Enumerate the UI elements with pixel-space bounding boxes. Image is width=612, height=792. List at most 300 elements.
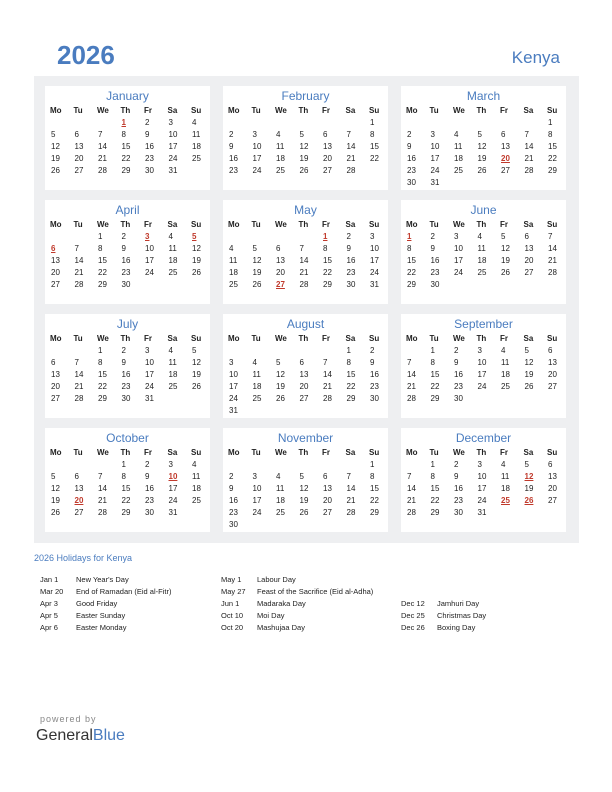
- day-cell: 19: [524, 484, 534, 493]
- day-cell: 29: [548, 166, 557, 175]
- day-cell: 7: [407, 358, 412, 367]
- month-march: [401, 86, 566, 190]
- day-cell: 8: [370, 130, 375, 139]
- day-cell: 12: [252, 256, 262, 265]
- day-cell: 2: [145, 460, 150, 469]
- day-cell: 20: [524, 256, 534, 265]
- day-cell: 7: [74, 358, 79, 367]
- day-grid: [402, 219, 566, 291]
- weekday-header: We: [97, 448, 109, 457]
- day-grid: [224, 447, 388, 531]
- day-cell: 3: [477, 346, 482, 355]
- holiday-entry: [221, 622, 373, 634]
- month-name: October: [106, 431, 149, 445]
- day-cell: 31: [168, 166, 178, 175]
- day-cell: 18: [168, 256, 178, 265]
- day-cell: 23: [229, 508, 238, 517]
- day-cell: 2: [407, 130, 412, 139]
- day-cell: 2: [370, 346, 375, 355]
- day-cell: 6: [548, 460, 553, 469]
- day-cell: 15: [548, 142, 557, 151]
- weekday-header: Mo: [228, 448, 240, 457]
- day-cell: 15: [430, 370, 440, 379]
- day-cell: 5: [524, 460, 529, 469]
- day-cell: 17: [252, 496, 262, 505]
- empty-cell: [295, 459, 319, 471]
- empty-cell: [46, 231, 70, 243]
- day-cell: 14: [548, 244, 557, 253]
- day-cell: 29: [407, 280, 416, 289]
- holiday-date: Mar 20: [40, 587, 64, 596]
- day-cell: 26: [524, 382, 534, 391]
- day-cell: 15: [407, 256, 416, 265]
- holiday-day: 20: [501, 154, 510, 163]
- day-cell: 17: [145, 256, 154, 265]
- day-cell: 11: [276, 484, 285, 493]
- month-may: [223, 200, 388, 304]
- empty-cell: [520, 117, 544, 129]
- empty-cell: [271, 345, 295, 357]
- day-cell: 13: [74, 484, 84, 493]
- day-cell: 10: [252, 142, 262, 151]
- day-cell: 20: [51, 268, 60, 277]
- day-cell: 15: [346, 370, 356, 379]
- day-cell: 9: [121, 358, 126, 367]
- month-september: [401, 314, 566, 418]
- day-cell: 10: [370, 244, 379, 253]
- day-cell: 24: [168, 154, 178, 163]
- weekday-header: Sa: [345, 220, 356, 229]
- month-october: [45, 428, 210, 532]
- empty-cell: [46, 117, 70, 129]
- holiday-entry: [221, 574, 373, 586]
- weekday-header: Mo: [50, 220, 62, 229]
- weekday-header: Th: [120, 106, 131, 115]
- weekday-header: Sa: [345, 106, 356, 115]
- empty-cell: [248, 459, 272, 471]
- empty-cell: [70, 459, 94, 471]
- holiday-date: Jan 1: [40, 575, 59, 584]
- weekday-header: Su: [547, 106, 558, 115]
- day-cell: 14: [346, 142, 356, 151]
- day-cell: 17: [430, 154, 440, 163]
- day-cell: 5: [524, 346, 529, 355]
- day-cell: 5: [299, 472, 304, 481]
- day-cell: 3: [430, 130, 435, 139]
- weekday-header: Tu: [73, 448, 83, 457]
- weekday-header: Th: [120, 220, 131, 229]
- weekday-header: Su: [191, 334, 202, 343]
- brand-general: General: [36, 727, 93, 744]
- day-cell: 19: [299, 496, 309, 505]
- day-cell: 12: [276, 370, 285, 379]
- holiday-entry: [40, 574, 171, 586]
- weekday-header: Fr: [144, 334, 152, 343]
- day-cell: 29: [430, 394, 440, 403]
- day-cell: 9: [370, 358, 375, 367]
- day-cell: 14: [299, 256, 309, 265]
- day-cell: 28: [299, 280, 309, 289]
- empty-cell: [402, 345, 426, 357]
- day-cell: 15: [323, 256, 332, 265]
- holiday-date: Dec 12: [401, 599, 425, 608]
- day-cell: 25: [477, 268, 487, 277]
- empty-cell: [271, 231, 295, 243]
- weekday-header: Tu: [73, 106, 83, 115]
- day-cell: 16: [229, 496, 238, 505]
- holiday-date: Oct 20: [221, 623, 244, 632]
- day-cell: 2: [430, 232, 435, 241]
- day-cell: 7: [407, 472, 412, 481]
- day-cell: 17: [477, 370, 487, 379]
- day-cell: 12: [192, 358, 201, 367]
- weekday-header: Th: [120, 448, 131, 457]
- weekday-header: Fr: [144, 220, 152, 229]
- weekday-header: Fr: [144, 448, 152, 457]
- day-cell: 24: [454, 268, 463, 277]
- day-cell: 27: [524, 268, 534, 277]
- day-cell: 16: [370, 370, 379, 379]
- weekday-header: Su: [547, 334, 558, 343]
- day-cell: 29: [370, 508, 379, 517]
- weekday-header: Th: [298, 220, 309, 229]
- day-cell: 16: [145, 142, 154, 151]
- day-cell: 27: [74, 508, 84, 517]
- day-cell: 23: [454, 496, 463, 505]
- day-cell: 20: [276, 268, 285, 277]
- weekday-header: Fr: [500, 448, 508, 457]
- day-cell: 2: [121, 346, 126, 355]
- weekday-header: We: [275, 334, 287, 343]
- month-name: June: [470, 203, 497, 217]
- day-cell: 22: [98, 268, 107, 277]
- day-cell: 16: [121, 370, 131, 379]
- day-cell: 16: [430, 256, 440, 265]
- holiday-name: Good Friday: [76, 599, 118, 608]
- day-cell: 4: [501, 460, 506, 469]
- day-cell: 5: [51, 130, 56, 139]
- day-grid: [224, 219, 388, 291]
- day-grid: [46, 219, 210, 291]
- holidays-title: 2026 Holidays for Kenya: [34, 553, 133, 563]
- day-cell: 4: [477, 232, 482, 241]
- holiday-column-2: [221, 574, 373, 634]
- day-cell: 11: [168, 244, 177, 253]
- day-cell: 22: [430, 382, 440, 391]
- holiday-name: Madaraka Day: [257, 599, 306, 608]
- month-name: November: [277, 431, 334, 445]
- holiday-entry: [401, 622, 486, 634]
- day-cell: 24: [477, 496, 487, 505]
- weekday-header: We: [97, 220, 109, 229]
- holiday-name: Mashujaa Day: [257, 623, 305, 632]
- day-cell: 25: [168, 268, 178, 277]
- day-cell: 16: [454, 370, 463, 379]
- day-cell: 4: [501, 346, 506, 355]
- day-cell: 22: [430, 496, 440, 505]
- weekday-header: Mo: [50, 448, 62, 457]
- holiday-day: 1: [407, 232, 412, 241]
- holiday-date: Apr 5: [40, 611, 58, 620]
- day-cell: 31: [229, 406, 238, 415]
- day-cell: 13: [548, 472, 557, 481]
- weekday-header: Mo: [228, 220, 240, 229]
- day-cell: 26: [192, 382, 201, 391]
- day-cell: 11: [229, 256, 238, 265]
- holiday-name: Easter Sunday: [76, 611, 126, 620]
- day-cell: 21: [346, 496, 356, 505]
- day-cell: 29: [98, 280, 107, 289]
- day-cell: 3: [454, 232, 459, 241]
- day-cell: 11: [168, 358, 177, 367]
- day-cell: 3: [168, 460, 173, 469]
- day-cell: 4: [276, 472, 281, 481]
- empty-cell: [295, 117, 319, 129]
- day-cell: 1: [98, 232, 103, 241]
- day-cell: 3: [229, 358, 234, 367]
- month-july: [45, 314, 210, 418]
- day-cell: 30: [145, 166, 154, 175]
- day-cell: 8: [98, 244, 103, 253]
- day-cell: 16: [454, 484, 463, 493]
- day-cell: 6: [74, 472, 79, 481]
- day-cell: 25: [168, 382, 178, 391]
- day-cell: 10: [145, 358, 154, 367]
- day-cell: 8: [346, 358, 351, 367]
- day-cell: 6: [299, 358, 304, 367]
- day-cell: 20: [74, 154, 84, 163]
- month-name: February: [281, 89, 330, 103]
- day-cell: 7: [74, 244, 79, 253]
- day-cell: 31: [145, 394, 154, 403]
- day-cell: 17: [477, 484, 487, 493]
- weekday-header: Su: [547, 220, 558, 229]
- holiday-name: New Year's Day: [76, 575, 129, 584]
- day-cell: 13: [323, 484, 332, 493]
- day-cell: 28: [407, 394, 416, 403]
- day-grid: [402, 333, 566, 405]
- day-cell: 10: [168, 130, 178, 139]
- weekday-header: Tu: [251, 106, 261, 115]
- day-cell: 27: [299, 394, 309, 403]
- empty-cell: [46, 345, 70, 357]
- weekday-header: Su: [191, 448, 202, 457]
- day-cell: 2: [145, 118, 150, 127]
- day-cell: 24: [229, 394, 238, 403]
- day-cell: 6: [323, 472, 328, 481]
- weekday-header: We: [97, 106, 109, 115]
- day-cell: 27: [323, 166, 332, 175]
- weekday-header: Su: [369, 220, 380, 229]
- day-cell: 8: [407, 244, 412, 253]
- calendar-panel: [34, 76, 579, 543]
- day-cell: 1: [548, 118, 553, 127]
- empty-cell: [496, 117, 520, 129]
- weekday-header: Th: [476, 448, 487, 457]
- day-cell: 19: [51, 154, 60, 163]
- day-cell: 7: [346, 130, 351, 139]
- weekday-header: Sa: [523, 220, 534, 229]
- weekday-header: Mo: [228, 334, 240, 343]
- day-cell: 18: [229, 268, 238, 277]
- brand-blue: Blue: [92, 727, 125, 744]
- day-cell: 30: [454, 394, 463, 403]
- holiday-entry: [221, 598, 373, 610]
- day-cell: 3: [145, 346, 150, 355]
- day-cell: 8: [98, 358, 103, 367]
- holiday-name: Feast of the Sacrifice (Eid al-Adha): [257, 587, 374, 596]
- holiday-date: Apr 3: [40, 599, 58, 608]
- powered-by-text: powered by: [40, 714, 97, 724]
- day-cell: 8: [430, 472, 435, 481]
- day-cell: 21: [323, 382, 332, 391]
- day-cell: 5: [501, 232, 506, 241]
- empty-cell: [70, 231, 94, 243]
- day-cell: 23: [121, 268, 131, 277]
- day-cell: 20: [548, 370, 557, 379]
- day-cell: 29: [121, 508, 131, 517]
- day-cell: 30: [454, 508, 463, 517]
- day-cell: 10: [477, 472, 487, 481]
- day-cell: 4: [454, 130, 459, 139]
- day-cell: 8: [548, 130, 553, 139]
- holiday-day: 3: [145, 232, 150, 241]
- day-cell: 14: [74, 256, 84, 265]
- year-title: 2026: [57, 40, 115, 70]
- day-cell: 18: [276, 154, 285, 163]
- month-name: August: [286, 317, 325, 331]
- holiday-entry: [221, 610, 373, 622]
- day-cell: 18: [501, 484, 510, 493]
- empty-cell: [402, 459, 426, 471]
- day-cell: 4: [168, 232, 173, 241]
- weekday-header: Su: [369, 448, 380, 457]
- weekday-header: Tu: [429, 220, 439, 229]
- day-cell: 10: [430, 142, 440, 151]
- empty-cell: [318, 117, 342, 129]
- day-cell: 2: [121, 232, 126, 241]
- day-cell: 23: [229, 166, 238, 175]
- day-cell: 17: [229, 382, 238, 391]
- holiday-name: Easter Monday: [76, 623, 127, 632]
- day-cell: 21: [299, 268, 309, 277]
- day-cell: 9: [454, 358, 459, 367]
- day-cell: 23: [121, 382, 131, 391]
- holiday-entry: [40, 610, 171, 622]
- weekday-header: Sa: [345, 448, 356, 457]
- weekday-header: Mo: [406, 334, 418, 343]
- day-cell: 9: [229, 484, 234, 493]
- day-cell: 20: [323, 496, 332, 505]
- day-cell: 12: [51, 484, 60, 493]
- weekday-header: Sa: [167, 220, 178, 229]
- day-cell: 28: [98, 166, 107, 175]
- day-cell: 6: [548, 346, 553, 355]
- day-cell: 30: [145, 508, 154, 517]
- day-cell: 18: [501, 370, 510, 379]
- day-cell: 1: [370, 118, 375, 127]
- holiday-entry: [40, 598, 171, 610]
- day-cell: 13: [323, 142, 332, 151]
- day-cell: 14: [98, 142, 107, 151]
- day-cell: 17: [454, 256, 463, 265]
- day-cell: 29: [98, 394, 107, 403]
- empty-cell: [70, 345, 94, 357]
- day-cell: 3: [252, 130, 257, 139]
- holiday-name: Boxing Day: [437, 623, 476, 632]
- day-cell: 12: [501, 244, 510, 253]
- day-cell: 17: [370, 256, 379, 265]
- holiday-date: May 1: [221, 575, 242, 584]
- weekday-header: Mo: [406, 220, 418, 229]
- generalblue-logo[interactable]: [36, 727, 125, 745]
- holiday-entry: [40, 622, 171, 634]
- holiday-date: May 27: [221, 587, 246, 596]
- day-cell: 18: [454, 154, 463, 163]
- weekday-header: Fr: [322, 334, 330, 343]
- day-cell: 18: [192, 142, 201, 151]
- day-cell: 23: [407, 166, 416, 175]
- holiday-date: Dec 26: [401, 623, 425, 632]
- day-cell: 1: [121, 460, 126, 469]
- day-cell: 11: [192, 130, 201, 139]
- day-cell: 23: [346, 268, 356, 277]
- day-cell: 13: [51, 256, 60, 265]
- weekday-header: We: [453, 448, 465, 457]
- day-cell: 29: [121, 166, 131, 175]
- day-cell: 13: [299, 370, 309, 379]
- day-cell: 24: [252, 166, 262, 175]
- holiday-date: Apr 6: [40, 623, 58, 632]
- day-cell: 7: [98, 472, 103, 481]
- day-cell: 22: [346, 382, 356, 391]
- day-cell: 28: [407, 508, 416, 517]
- day-cell: 27: [51, 280, 60, 289]
- holiday-entry: [401, 598, 486, 610]
- day-cell: 11: [252, 370, 261, 379]
- empty-cell: [224, 231, 248, 243]
- day-cell: 26: [51, 166, 60, 175]
- weekday-header: Th: [298, 448, 309, 457]
- day-cell: 19: [252, 268, 262, 277]
- weekday-header: Th: [298, 334, 309, 343]
- day-cell: 21: [407, 496, 416, 505]
- empty-cell: [93, 117, 117, 129]
- day-cell: 5: [192, 346, 197, 355]
- day-cell: 14: [407, 370, 416, 379]
- day-grid: [224, 105, 388, 177]
- day-cell: 5: [299, 130, 304, 139]
- day-cell: 15: [121, 484, 131, 493]
- day-cell: 3: [252, 472, 257, 481]
- day-cell: 2: [454, 346, 459, 355]
- holiday-day: 26: [524, 496, 534, 505]
- day-cell: 3: [168, 118, 173, 127]
- day-cell: 14: [98, 484, 107, 493]
- day-cell: 19: [524, 370, 534, 379]
- day-cell: 13: [74, 142, 84, 151]
- month-name: May: [294, 203, 317, 217]
- day-cell: 11: [454, 142, 463, 151]
- holiday-date: Dec 25: [401, 611, 425, 620]
- day-cell: 22: [121, 496, 131, 505]
- day-cell: 5: [276, 358, 281, 367]
- day-cell: 27: [548, 496, 557, 505]
- day-cell: 21: [524, 154, 534, 163]
- day-cell: 22: [323, 268, 332, 277]
- day-cell: 9: [145, 130, 150, 139]
- day-cell: 28: [524, 166, 534, 175]
